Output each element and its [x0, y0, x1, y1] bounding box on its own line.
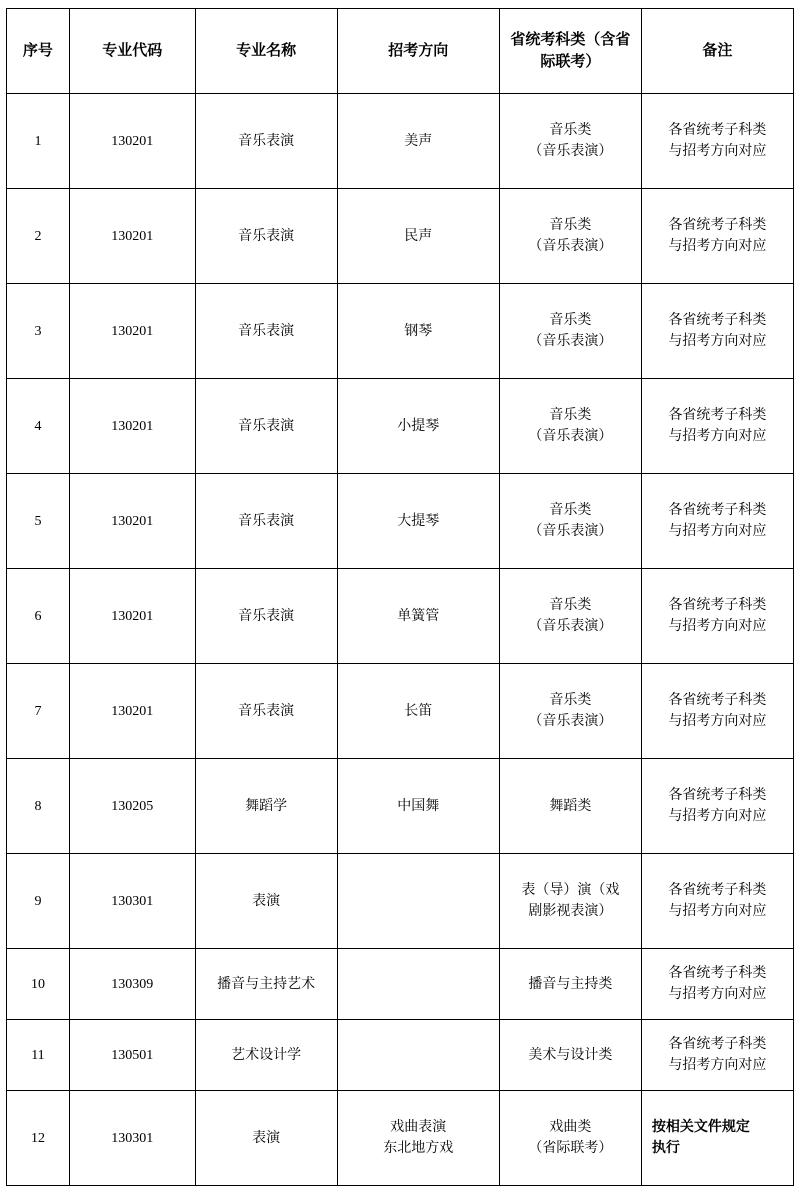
cell-name: 舞蹈学	[195, 759, 337, 854]
cell-remark	[641, 1020, 793, 1091]
major-enrollment-table	[6, 8, 794, 1186]
cell-category-line1: 舞蹈类	[549, 798, 592, 814]
cell-code: 130501	[69, 1020, 195, 1091]
cell-category-line1: 音乐类	[549, 123, 592, 138]
cell-name: 音乐表演	[195, 664, 337, 759]
cell-remark-line2: 与招考方向对应	[668, 239, 767, 254]
table-row	[7, 664, 794, 759]
cell-remark	[641, 94, 793, 189]
cell-direction-line1: 单簧管	[397, 608, 440, 624]
cell-direction-line1: 小提琴	[397, 418, 440, 434]
column-header-name: 专业名称	[195, 9, 337, 94]
cell-direction-line1: 大提琴	[397, 513, 440, 529]
cell-direction	[337, 94, 499, 189]
cell-remark	[641, 949, 793, 1020]
table-header	[7, 9, 794, 94]
cell-direction	[337, 569, 499, 664]
cell-category	[499, 94, 641, 189]
cell-remark-line2: 与招考方向对应	[668, 714, 767, 729]
cell-direction-line1: 戏曲表演	[390, 1120, 447, 1135]
cell-category	[499, 474, 641, 569]
cell-direction	[337, 379, 499, 474]
cell-name: 音乐表演	[195, 189, 337, 284]
cell-category	[499, 1091, 641, 1186]
cell-no: 8	[7, 759, 70, 854]
table-row	[7, 949, 794, 1020]
cell-remark-line1: 按相关文件规定	[651, 1120, 750, 1135]
cell-code: 130301	[69, 854, 195, 949]
cell-category-line2: （省际联考）	[528, 1141, 613, 1156]
cell-remark	[641, 1091, 793, 1186]
cell-direction	[337, 854, 499, 949]
cell-no: 2	[7, 189, 70, 284]
cell-remark-line2: 与招考方向对应	[668, 1058, 767, 1073]
table-row	[7, 474, 794, 569]
cell-category-line1: 音乐类	[549, 598, 592, 613]
cell-no: 3	[7, 284, 70, 379]
cell-remark	[641, 189, 793, 284]
cell-no: 10	[7, 949, 70, 1020]
cell-remark-line2: 与招考方向对应	[668, 144, 767, 159]
cell-category	[499, 664, 641, 759]
cell-remark-line2: 与招考方向对应	[668, 334, 767, 349]
table-header-row	[7, 9, 794, 94]
column-header-direction: 招考方向	[337, 9, 499, 94]
cell-direction-line1: 钢琴	[404, 323, 433, 339]
cell-remark	[641, 759, 793, 854]
cell-direction	[337, 664, 499, 759]
cell-remark-line1: 各省统考子科类	[668, 788, 767, 803]
cell-no: 12	[7, 1091, 70, 1186]
cell-code: 130201	[69, 569, 195, 664]
cell-remark-line1: 各省统考子科类	[668, 218, 767, 233]
table-row	[7, 759, 794, 854]
cell-code: 130205	[69, 759, 195, 854]
cell-remark-line1: 各省统考子科类	[668, 693, 767, 708]
cell-category	[499, 284, 641, 379]
cell-code: 130201	[69, 664, 195, 759]
cell-category-line2: （音乐表演）	[528, 144, 613, 159]
cell-remark-line2: 与招考方向对应	[668, 987, 767, 1002]
cell-remark-line1: 各省统考子科类	[668, 503, 767, 518]
cell-remark	[641, 284, 793, 379]
cell-direction-line1: 中国舞	[397, 798, 440, 814]
table-row	[7, 284, 794, 379]
table-row	[7, 189, 794, 284]
cell-remark	[641, 379, 793, 474]
cell-category-line1: 音乐类	[549, 408, 592, 423]
cell-remark-line2: 执行	[651, 1141, 680, 1156]
table-body	[7, 94, 794, 1186]
cell-category-line1: 音乐类	[549, 503, 592, 518]
cell-category-line2: （音乐表演）	[528, 714, 613, 729]
cell-remark	[641, 474, 793, 569]
cell-name: 表演	[195, 854, 337, 949]
cell-remark-line2: 与招考方向对应	[668, 429, 767, 444]
cell-no: 6	[7, 569, 70, 664]
cell-no: 7	[7, 664, 70, 759]
cell-code: 130201	[69, 379, 195, 474]
cell-code: 130309	[69, 949, 195, 1020]
column-header-no: 序号	[7, 9, 70, 94]
cell-no: 9	[7, 854, 70, 949]
cell-code: 130201	[69, 284, 195, 379]
cell-category-line2: （音乐表演）	[528, 524, 613, 539]
cell-direction-line2: 东北地方戏	[383, 1141, 454, 1156]
cell-no: 4	[7, 379, 70, 474]
cell-direction	[337, 949, 499, 1020]
cell-direction-line1: 民声	[404, 228, 433, 244]
cell-name: 艺术设计学	[195, 1020, 337, 1091]
cell-category-line1: 戏曲类	[549, 1120, 592, 1135]
cell-direction-line1: 美声	[404, 133, 433, 149]
cell-direction	[337, 474, 499, 569]
cell-name: 播音与主持艺术	[195, 949, 337, 1020]
table-row	[7, 569, 794, 664]
cell-category-line1: 音乐类	[549, 218, 592, 233]
cell-direction	[337, 1091, 499, 1186]
cell-remark-line2: 与招考方向对应	[668, 904, 767, 919]
cell-remark-line1: 各省统考子科类	[668, 313, 767, 328]
cell-category	[499, 569, 641, 664]
cell-no: 5	[7, 474, 70, 569]
cell-category-line2: 剧影视表演）	[528, 904, 613, 919]
cell-code: 130301	[69, 1091, 195, 1186]
cell-category-line1: 音乐类	[549, 693, 592, 708]
cell-category-line2: （音乐表演）	[528, 619, 613, 634]
cell-remark-line1: 各省统考子科类	[668, 883, 767, 898]
column-header-code: 专业代码	[69, 9, 195, 94]
cell-remark-line2: 与招考方向对应	[668, 524, 767, 539]
table-row	[7, 854, 794, 949]
cell-remark-line1: 各省统考子科类	[668, 598, 767, 613]
cell-category-line1: 音乐类	[549, 313, 592, 328]
cell-category	[499, 379, 641, 474]
table-row	[7, 379, 794, 474]
cell-remark-line1: 各省统考子科类	[668, 966, 767, 981]
cell-direction	[337, 189, 499, 284]
cell-name: 音乐表演	[195, 379, 337, 474]
cell-category	[499, 189, 641, 284]
cell-remark-line1: 各省统考子科类	[668, 1037, 767, 1052]
cell-name: 音乐表演	[195, 474, 337, 569]
cell-name: 音乐表演	[195, 569, 337, 664]
column-header-remark: 备注	[641, 9, 793, 94]
cell-category-line2: （音乐表演）	[528, 429, 613, 444]
cell-category	[499, 1020, 641, 1091]
cell-remark-line2: 与招考方向对应	[668, 809, 767, 824]
cell-category-line2: （音乐表演）	[528, 334, 613, 349]
cell-remark-line2: 与招考方向对应	[668, 619, 767, 634]
cell-category	[499, 854, 641, 949]
cell-name: 表演	[195, 1091, 337, 1186]
table-row	[7, 1020, 794, 1091]
cell-code: 130201	[69, 189, 195, 284]
cell-no: 1	[7, 94, 70, 189]
cell-direction-line1: 长笛	[404, 703, 433, 719]
cell-category-line1: 播音与主持类	[528, 976, 613, 992]
cell-direction	[337, 284, 499, 379]
table-row	[7, 94, 794, 189]
cell-direction	[337, 759, 499, 854]
cell-category-line2: （音乐表演）	[528, 239, 613, 254]
cell-remark	[641, 854, 793, 949]
cell-remark	[641, 664, 793, 759]
cell-category	[499, 949, 641, 1020]
column-header-category: 省统考科类（含省际联考）	[499, 9, 641, 94]
table-row	[7, 1091, 794, 1186]
cell-remark-line1: 各省统考子科类	[668, 123, 767, 138]
cell-code: 130201	[69, 474, 195, 569]
cell-code: 130201	[69, 94, 195, 189]
cell-remark	[641, 569, 793, 664]
cell-no: 11	[7, 1020, 70, 1091]
cell-name: 音乐表演	[195, 284, 337, 379]
cell-name: 音乐表演	[195, 94, 337, 189]
cell-category-line1: 美术与设计类	[528, 1047, 613, 1063]
cell-category	[499, 759, 641, 854]
cell-remark-line1: 各省统考子科类	[668, 408, 767, 423]
cell-direction	[337, 1020, 499, 1091]
cell-category-line1: 表（导）演（戏	[521, 883, 620, 898]
